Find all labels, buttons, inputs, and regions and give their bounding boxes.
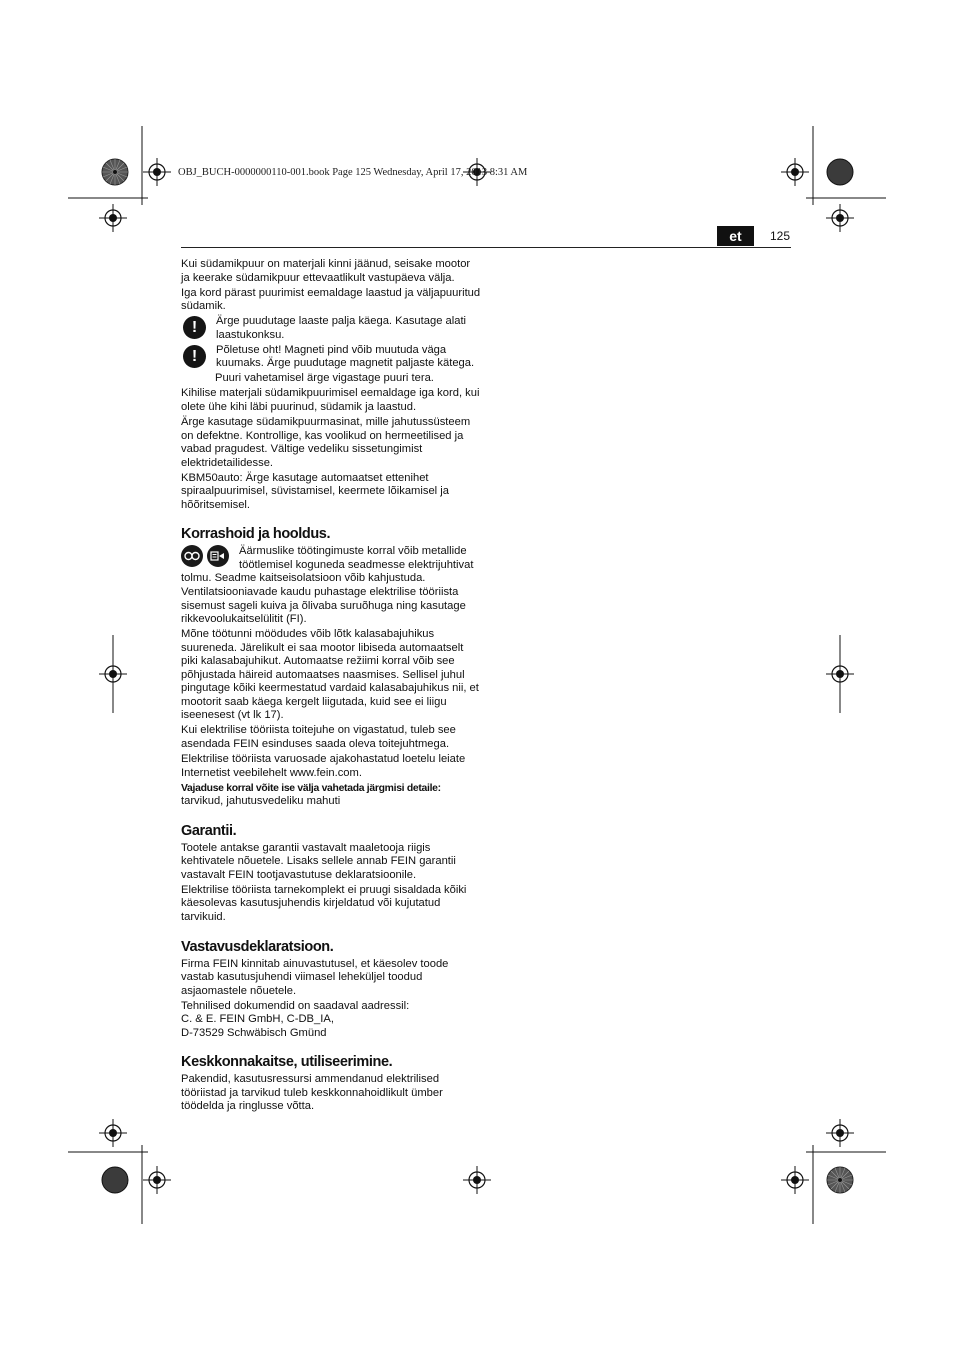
- main-column: [181, 258, 481, 1115]
- section-title-maintenance: Korrashoid ja hooldus.: [181, 526, 331, 543]
- section-title-warranty: Garantii.: [181, 822, 237, 839]
- warning-block: [181, 344, 481, 371]
- language-badge: et: [717, 226, 754, 246]
- paragraph: Elektrilise tööriista varuosade ajakohastatud loetelu leiate Internetist veebilehelt www.fein.com.: [181, 753, 466, 779]
- paragraph: Tehnilised dokumendid on saadaval aadressil:: [181, 999, 410, 1012]
- warning-block: [181, 315, 481, 342]
- address-line: D-73529 Schwäbisch Gmünd: [181, 1026, 327, 1039]
- paragraph: Puuri vahetamisel ärge vigastage puuri tera.: [215, 372, 434, 385]
- paragraph: Elektrilise tööriista tarnekomplekt ei pruugi sisaldada kõiki käesolevas kasutusjuhendis kirjeldatud või kujutatud tarvikuid.: [181, 883, 467, 923]
- maintenance-icons: [181, 545, 233, 567]
- print-slug: OBJ_BUCH-0000000110-001.book Page 125 Wednesday, April 17, 2013 8:31 AM: [178, 167, 528, 178]
- address-line: C. & E. FEIN GmbH, C-DB_IA,: [181, 1013, 334, 1026]
- paragraph: Tootele antakse garantii vastavalt maaletooja riigis kehtivatele nõuetele. Lisaks sellele annab FEIN garantii vastavalt FEIN tootjavastutuse deklaratsioonile.: [181, 841, 456, 881]
- paragraph: tarvikud, jahutusvedeliku mahuti: [181, 795, 341, 808]
- paragraph-bold: Vajaduse korral võite ise välja vahetada järgmisi detaile:: [181, 782, 441, 794]
- paragraph: Kihilise materjali südamikpuurimisel eemaldage iga kord, kui olete ühe kihi läbi puurinud, südamik ja laastud.: [181, 387, 480, 413]
- paragraph: Äärmuslike töötingimuste korral võib metallide töötlemisel koguneda seadmesse elektrijuhtivat tolmu. Seadme kaitseisolatsioon võib kahjustuda. Ventilatsiooniavade kaudu puhastage elektrilise tööriista sisemust sageli kuiva ja õlivaba suruõhuga ning kasutage rikkevoolukaitselülitit (FI).: [181, 545, 474, 626]
- warning-text: Ärge puudutage laaste palja käega. Kasutage alati laastukonksu.: [216, 315, 467, 341]
- paragraph: Firma FEIN kinnitab ainuvastutusel, et käesolev toode vastab kasutusjuhendi viimasel leheküljel toodud asjaomastele nõuetele.: [181, 957, 449, 997]
- page-number: 125: [770, 229, 791, 243]
- warning-text: Põletuse oht! Magneti pind võib muutuda väga kuumaks. Ärge puudutage magnetit paljaste kätega.: [216, 343, 475, 370]
- read-manual-icon: [207, 545, 229, 567]
- paragraph: Ärge kasutage südamikpuurmasinat, mille jahutussüsteem on defektne. Kontrollige, kas voolikud on hermeetilised ja vabad pragudest. Vältige vedeliku sissetungimist elektridetailidesse.: [181, 416, 471, 469]
- paragraph: Iga kord pärast puurimist eemaldage laastud ja väljapuuritud südamik.: [181, 286, 481, 313]
- section-title-conformity: Vastavusdeklaratsioon.: [181, 938, 334, 955]
- exclamation-warning-icon: !: [183, 345, 206, 368]
- header-rule: [181, 247, 791, 248]
- paragraph: Kui südamikpuur on materjali kinni jäänud, seisake mootor ja keerake südamikpuur ettevaatlikult vastupäeva välja.: [181, 258, 471, 284]
- paragraph: KBM50auto: Ärge kasutage automaatset ettenihet spiraalpuurimisel, süvistamisel, keermete lõikamisel ja hõõritsemisel.: [181, 471, 449, 511]
- safety-goggles-icon: [181, 545, 203, 567]
- exclamation-warning-icon: !: [183, 316, 206, 339]
- paragraph: Kui elektrilise tööriista toitejuhe on vigastatud, tuleb see asendada FEIN esinduses saada oleva toitejuhtmega.: [181, 724, 456, 750]
- section-title-environment: Keskkonnakaitse, utiliseerimine.: [181, 1054, 393, 1071]
- paragraph: Mõne töötunni möödudes võib lõtk kalasabajuhikus suureneda. Järelikult ei saa mootor libiseda automaatselt piki kalasabajuhikut. Automaatse režiimi korral võib see põhjustada häireid automaatses naasmises. Sellisel juhul pingutage kõiki keermestatud vardaid kalasabajuhikus nii, et mootorit saab käega kergelt liigutada, kuid see ei liigu iseenesest (vt lk 17).: [181, 628, 479, 722]
- paragraph: Pakendid, kasutusressursi ammendanud elektrilised tööriistad ja tarvikud tuleb keskkonnahoidlikult ümber töödelda ja ringlusse võtta.: [181, 1073, 443, 1113]
